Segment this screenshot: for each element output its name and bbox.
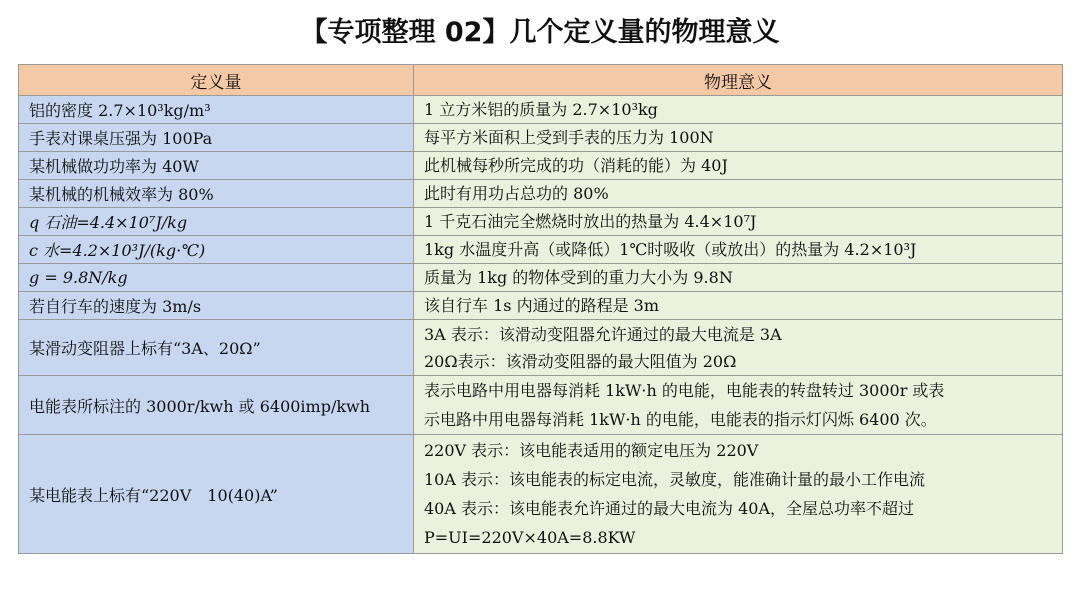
meaning-line: 每平方米面积上受到手表的压力为 100N (424, 128, 714, 147)
quantity-cell: q 石油=4.4×10⁷J/kg (19, 208, 414, 236)
quantity-cell: 铝的密度 2.7×10³kg/m³ (19, 96, 414, 124)
quantity-cell: 电能表所标注的 3000r/kwh 或 6400imp/kwh (19, 376, 414, 435)
quantity-cell: 某机械做功功率为 40W (19, 152, 414, 180)
meaning-cell (414, 264, 1063, 292)
meaning-line: 10A 表示：该电能表的标定电流，灵敏度，能准确计量的最小工作电流 (424, 470, 926, 489)
table-row (19, 124, 1063, 152)
table-row (19, 264, 1063, 292)
header-quantity: 定义量 (19, 65, 414, 96)
quantity-cell: c 水=4.2×10³J/(kg·℃) (19, 236, 414, 264)
quantity-cell: 某滑动变阻器上标有“3A、20Ω” (19, 320, 414, 376)
table-row (19, 376, 1063, 435)
meaning-cell (414, 292, 1063, 320)
meaning-line: 质量为 1kg 的物体受到的重力大小为 9.8N (424, 268, 733, 287)
meaning-line: 1 千克石油完全燃烧时放出的热量为 4.4×10⁷J (424, 212, 757, 231)
meaning-cell (414, 435, 1063, 554)
meaning-cell (414, 236, 1063, 264)
meaning-line: 40A 表示：该电能表允许通过的最大电流为 40A，全屋总功率不超过 (424, 499, 915, 518)
meaning-line: 220V 表示：该电能表适用的额定电压为 220V (424, 441, 759, 460)
meaning-cell (414, 376, 1063, 435)
quantity-cell: g = 9.8N/kg (19, 264, 414, 292)
meaning-line: 1 立方米铝的质量为 2.7×10³kg (424, 100, 658, 119)
table-row (19, 320, 1063, 376)
meaning-line: P=UI=220V×40A=8.8KW (424, 528, 636, 547)
header-meaning: 物理意义 (414, 65, 1063, 96)
definition-table (18, 64, 1063, 554)
table-row (19, 180, 1063, 208)
meaning-line: 此时有用功占总功的 80% (424, 184, 609, 203)
meaning-line: 3A 表示：该滑动变阻器允许通过的最大电流是 3A (424, 324, 782, 344)
table-row (19, 152, 1063, 180)
quantity-cell: 某机械的机械效率为 80% (19, 180, 414, 208)
table-row (19, 236, 1063, 264)
meaning-line: 此机械每秒所完成的功（消耗的能）为 40J (424, 156, 728, 175)
quantity-cell: 若自行车的速度为 3m/s (19, 292, 414, 320)
quantity-cell: 某电能表上标有“220V 10(40)A” (19, 435, 414, 554)
meaning-line: 表示电路中用电器每消耗 1kW·h 的电能，电能表的转盘转过 3000r 或表 (424, 381, 945, 400)
table-row (19, 208, 1063, 236)
meaning-line: 20Ω表示：该滑动变阻器的最大阻值为 20Ω (424, 351, 737, 371)
table-row (19, 292, 1063, 320)
meaning-cell (414, 208, 1063, 236)
meaning-cell (414, 320, 1063, 376)
quantity-cell: 手表对课桌压强为 100Pa (19, 124, 414, 152)
meaning-cell (414, 180, 1063, 208)
page-title: 【专项整理 02】几个定义量的物理意义 (300, 17, 780, 48)
meaning-line: 该自行车 1s 内通过的路程是 3m (424, 296, 660, 315)
meaning-cell (414, 124, 1063, 152)
meaning-cell (414, 96, 1063, 124)
table-row (19, 435, 1063, 554)
meaning-line: 示电路中用电器每消耗 1kW·h 的电能，电能表的指示灯闪烁 6400 次。 (424, 410, 937, 429)
table-row (19, 96, 1063, 124)
meaning-cell (414, 152, 1063, 180)
table-header-row (19, 65, 1063, 96)
meaning-line: 1kg 水温度升高（或降低）1℃时吸收（或放出）的热量为 4.2×10³J (424, 240, 917, 259)
